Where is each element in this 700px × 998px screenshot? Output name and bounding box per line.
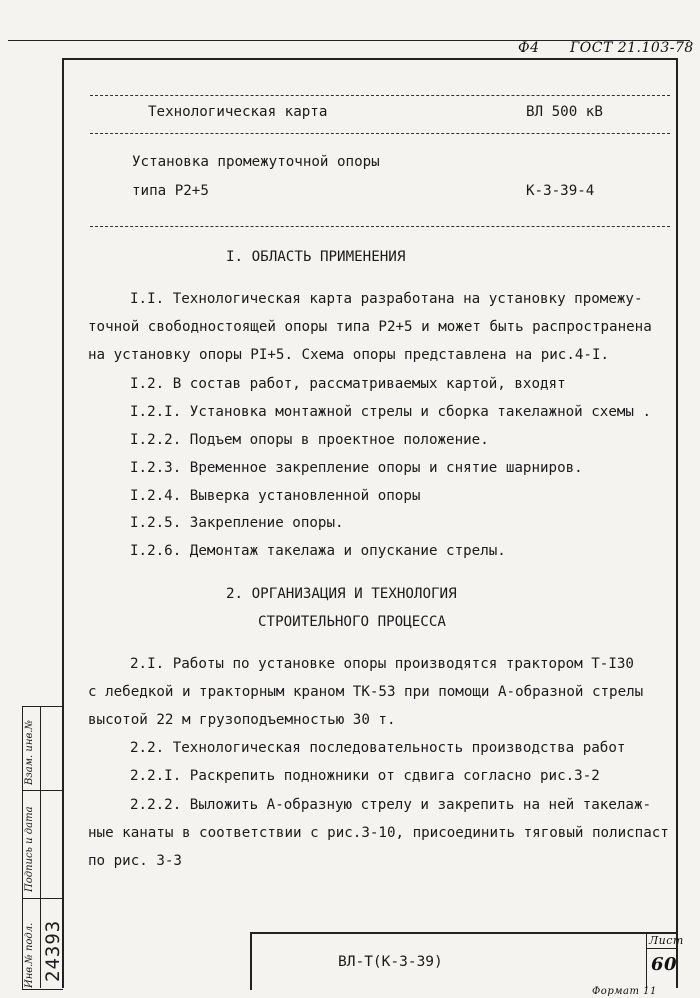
subject-line-1: Установка промежуточной опоры bbox=[132, 154, 380, 170]
paragraph-line: на установку опоры PI+5. Схема опоры представлена на рис.4-I. bbox=[88, 347, 610, 363]
sheet-number: 60 bbox=[651, 954, 678, 975]
paragraph-line: ные канаты в соответствии с рис.3-10, присоединить тяговый полиспаст bbox=[88, 825, 669, 841]
section-1-heading: I. ОБЛАСТЬ ПРИМЕНЕНИЯ bbox=[226, 249, 406, 265]
inv-label: Инв.№ подл. bbox=[24, 922, 35, 988]
paragraph-line: 2.I. Работы по установке опоры производятся трактором Т-I30 bbox=[130, 656, 634, 672]
list-item: I.2.5. Закрепление опоры. bbox=[130, 515, 344, 531]
divider bbox=[90, 95, 670, 96]
paragraph-line: 2.2.2. Выложить А-образную стрелу и закрепить на ней такелаж- bbox=[130, 797, 652, 813]
stamp-divider bbox=[40, 706, 41, 988]
title-block bbox=[250, 932, 678, 990]
sheet-label: Лист bbox=[649, 934, 684, 947]
replacement-label: Взам. инв.№ bbox=[24, 720, 35, 785]
stamp-divider bbox=[22, 790, 62, 791]
paragraph-line: высотой 22 м грузоподъемностью 30 т. bbox=[88, 712, 396, 728]
subject-line-2: типа Р2+5 bbox=[132, 183, 209, 199]
list-item: I.2.3. Временное закрепление опоры и снятие шарниров. bbox=[130, 460, 583, 476]
stamp-divider bbox=[22, 898, 62, 899]
format-label: Формат 11 bbox=[592, 986, 657, 997]
divider bbox=[90, 226, 670, 227]
section-2-heading: 2. ОРГАНИЗАЦИЯ И ТЕХНОЛОГИЯ bbox=[226, 586, 457, 602]
inv-number: 24393 bbox=[42, 919, 64, 982]
paragraph-line: по рис. 3-3 bbox=[88, 853, 182, 869]
card-code: К-3-39-4 bbox=[526, 183, 595, 199]
format-code: Ф4 bbox=[518, 40, 540, 56]
paragraph-line: I.2. В состав работ, рассматриваемых картой, входят bbox=[130, 376, 566, 392]
paragraph-line: 2.2. Технологическая последовательность производства работ bbox=[130, 740, 626, 756]
frame-top bbox=[62, 58, 678, 60]
paragraph-line: точной свободностоящей опоры типа Р2+5 и может быть распространена bbox=[88, 319, 652, 335]
frame-right bbox=[676, 58, 678, 988]
signature-label: Подпись и дата bbox=[24, 806, 35, 892]
line-voltage: ВЛ 500 кВ bbox=[526, 104, 603, 120]
paragraph-line: I.I. Технологическая карта разработана на установку промежу- bbox=[130, 291, 643, 307]
list-item: I.2.I. Установка монтажной стрелы и сборка такелажной схемы . bbox=[130, 404, 652, 420]
divider bbox=[90, 133, 670, 134]
paragraph-line: 2.2.I. Раскрепить подножники от сдвига согласно рис.3-2 bbox=[130, 768, 600, 784]
document-code: ВЛ-Т(К-3-39) bbox=[338, 954, 443, 970]
title-block-divider bbox=[646, 932, 647, 988]
paragraph-line: с лебедкой и тракторным краном ТК-53 при помощи А-образной стрелы bbox=[88, 684, 644, 700]
gost-reference: ГОСТ 21.103-78 bbox=[570, 40, 694, 56]
section-2-heading-cont: СТРОИТЕЛЬНОГО ПРОЦЕССА bbox=[258, 614, 446, 630]
list-item: I.2.2. Подъем опоры в проектное положение. bbox=[130, 432, 489, 448]
list-item: I.2.6. Демонтаж такелажа и опускание стрелы. bbox=[130, 543, 506, 559]
title-block-divider bbox=[646, 948, 676, 949]
doc-type: Технологическая карта bbox=[148, 104, 328, 120]
list-item: I.2.4. Выверка установленной опоры bbox=[130, 488, 421, 504]
